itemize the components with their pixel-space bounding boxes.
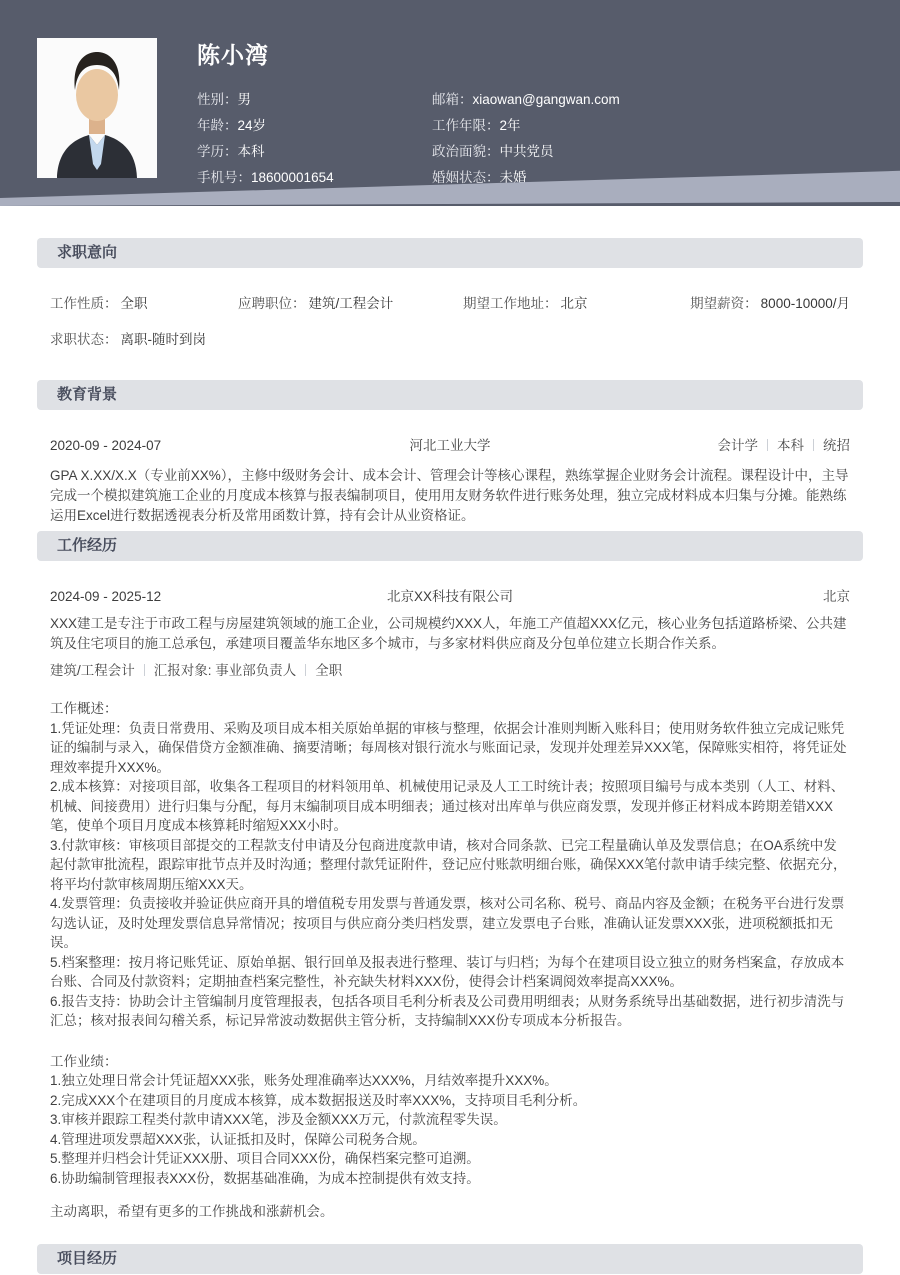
field-work-type: 工作性质： 全职 <box>50 296 148 311</box>
work-achievement-item: 4.管理进项发票超XXX张，认证抵扣及时，保障公司税务合规。 <box>50 1131 426 1147</box>
section-header-job-intent <box>37 238 863 268</box>
work-position: 建筑/工程会计 <box>50 663 135 678</box>
education-type: 统招 <box>823 438 850 453</box>
education-description: GPA X.XX/X.X（专业前XX%），主修中级财务会计、成本会计、管理会计等核心课程，熟练掌握企业财务会计流程。课程设计中，主导完成一个模拟建筑施工企业的月度成本核算与报表编制项目，使用用友财务软件进行账务处理，独立完成材料成本归集与分摊。能熟练运用Excel进行数据透视表分析及常用函数计算，持有会计从业资格证。 <box>50 468 849 523</box>
work-job-type: 全职 <box>315 663 343 678</box>
work-overview-item: 5.档案整理：按月将记账凭证、原始单据、银行回单及报表进行整理、装订与归档；为每个在建项目设立独立的财务档案盒，存放成本台账、合同及付款资料；定期抽查档案完整性，补充缺失材料XXX份，使得会计档案调阅效率提高XXX%。 <box>50 954 845 989</box>
field-expected-location: 期望工作地址： 北京 <box>463 296 588 311</box>
work-achievements <box>37 1052 863 1189</box>
section-title-project: 项目经历 <box>57 1249 118 1267</box>
job-status-row: 求职状态： 离职-随时到岗 <box>50 332 206 347</box>
work-overview-item: 6.报告支持：协助会计主管编制月度管理报表，包括各项目毛利分析表及公司费用明细表；从财务系统导出基础数据，进行初步清洗与汇总；核对报表间勾稽关系，标记异常波动数据供主管分析，支持编制XXX份专项成本分析报告。 <box>50 993 845 1028</box>
company-introduction: XXX建工是专注于市政工程与房屋建筑领域的施工企业，公司规模约XXX人，年施工产值超XXX亿元，核心业务包括道路桥梁、公共建筑及住宅项目的施工总承包，承建项目覆盖华东地区多个城市，与多家材料供应商及分包单位建立长期合作关系。 <box>50 616 847 651</box>
work-overview-item: 1.凭证处理：负责日常费用、采购及项目成本相关原始单据的审核与整理，依据会计准则判断入账科目；使用财务软件独立完成记账凭证的编制与录入，确保借贷方金额准确、摘要清晰；每周核对银行流水与账面记录，发现并处理差异XXX笔，保障账实相符，将凭证处理效率提升XXX%。 <box>50 720 847 775</box>
work-achievement-item: 1.独立处理日常会计凭证超XXX张，账务处理准确率达XXX%，月结效率提升XXX%。 <box>50 1073 558 1088</box>
work-overview-item: 4.发票管理：负责接收并验证供应商开具的增值税专用发票与普通发票，核对公司名称、税号、商品内容及金额；在税务平台进行发票勾选认证，及时处理发票信息异常情况；按项目与供应商分类归档发票，建立发票电子台账，准确认证发票XXX张，进项税额抵扣无误。 <box>50 896 845 950</box>
education-meta-row <box>50 436 850 455</box>
work-achievement-item: 2.完成XXX个在建项目的月度成本核算，成本数据报送及时率XXX%，支持项目毛利分析。 <box>50 1092 587 1108</box>
info-marital-status: 婚姻状态：未婚 <box>432 170 527 185</box>
work-achievement-item: 3.审核并跟踪工程类付款申请XXX笔，涉及金额XXX万元，付款流程零失误。 <box>50 1112 507 1127</box>
info-phone: 手机号：18600001654 <box>197 170 334 185</box>
education-period: 2020-09 - 2024-07 <box>50 438 162 453</box>
work-overview-item: 3.付款审核：审核项目部提交的工程款支付申请及分包商进度款申请，核对合同条款、已完工程量确认单及发票信息；在OA系统中发起付款审批流程，跟踪审批节点并及时沟通；整理付款凭证附件，登记应付账款明细台账，确保XXX笔付款申请手续完整、依据充分，将平均付款审核周期压缩XXX天。 <box>50 837 847 892</box>
work-location: 北京 <box>823 589 850 604</box>
separator <box>305 664 306 676</box>
resume-header <box>0 0 900 206</box>
info-degree: 学历：本科 <box>197 144 265 159</box>
work-company: 北京XX科技有限公司 <box>386 589 513 604</box>
separator <box>813 439 814 451</box>
section-header-project <box>37 1244 863 1274</box>
work-achievement-item: 6.协助编制管理报表XXX份，数据基础准确，为成本控制提供有效支持。 <box>50 1170 480 1186</box>
work-overview-title: 工作概述： <box>50 701 118 716</box>
leave-reason: 主动离职，希望有更多的工作挑战和涨薪机会。 <box>50 1204 334 1219</box>
work-achievements-title: 工作业绩： <box>50 1053 118 1069</box>
work-period: 2024-09 - 2025-12 <box>50 589 162 604</box>
separator <box>767 439 768 451</box>
portrait-placeholder-image <box>37 38 157 178</box>
header-info-left-column <box>197 87 432 191</box>
info-political-status: 政治面貌：中共党员 <box>432 144 554 159</box>
section-header-work <box>37 531 863 561</box>
info-age: 年龄：24岁 <box>197 118 267 133</box>
work-report-to: 汇报对象: 事业部负责人 <box>153 663 297 678</box>
info-gender: 性别：男 <box>197 92 251 107</box>
work-achievement-item: 5.整理并归档会计凭证XXX册、项目合同XXX份，确保档案完整可追溯。 <box>50 1151 480 1166</box>
info-email: 邮箱：xiaowan@gangwan.com <box>432 92 620 107</box>
field-target-position: 应聘职位： 建筑/工程会计 <box>238 296 394 311</box>
section-header-education <box>37 380 863 410</box>
work-meta-row <box>50 587 850 606</box>
candidate-name: 陈小湾 <box>197 42 269 68</box>
work-overview-item: 2.成本核算：对接项目部，收集各工程项目的材料领用单、机械使用记录及人工工时统计表；按照项目编号与成本类别（人工、材料、机械、间接费用）进行归集与分配，每月末编制项目成本明细表；通过核对出库单与供应商发票，发现并修正材料成本跨期差错XXX笔，使单个项目月度成本核算耗时缩短XXX小时。 <box>50 779 845 833</box>
education-school: 河北工业大学 <box>409 438 491 453</box>
section-title-education: 教育背景 <box>57 386 118 403</box>
profile-photo <box>37 38 157 178</box>
field-expected-salary: 期望薪资： 8000-10000/月 <box>690 296 850 311</box>
work-overview <box>37 699 863 1031</box>
info-work-years: 工作年限：2年 <box>432 118 521 133</box>
education-tags <box>491 436 851 455</box>
section-title-work: 工作经历 <box>57 537 118 554</box>
education-degree: 本科 <box>777 438 804 453</box>
education-major: 会计学 <box>717 438 758 453</box>
resume-body <box>0 238 900 1274</box>
work-role-row <box>50 661 850 680</box>
section-title-job-intent: 求职意向 <box>57 244 118 261</box>
separator <box>144 664 145 676</box>
job-intent-row <box>50 294 850 313</box>
